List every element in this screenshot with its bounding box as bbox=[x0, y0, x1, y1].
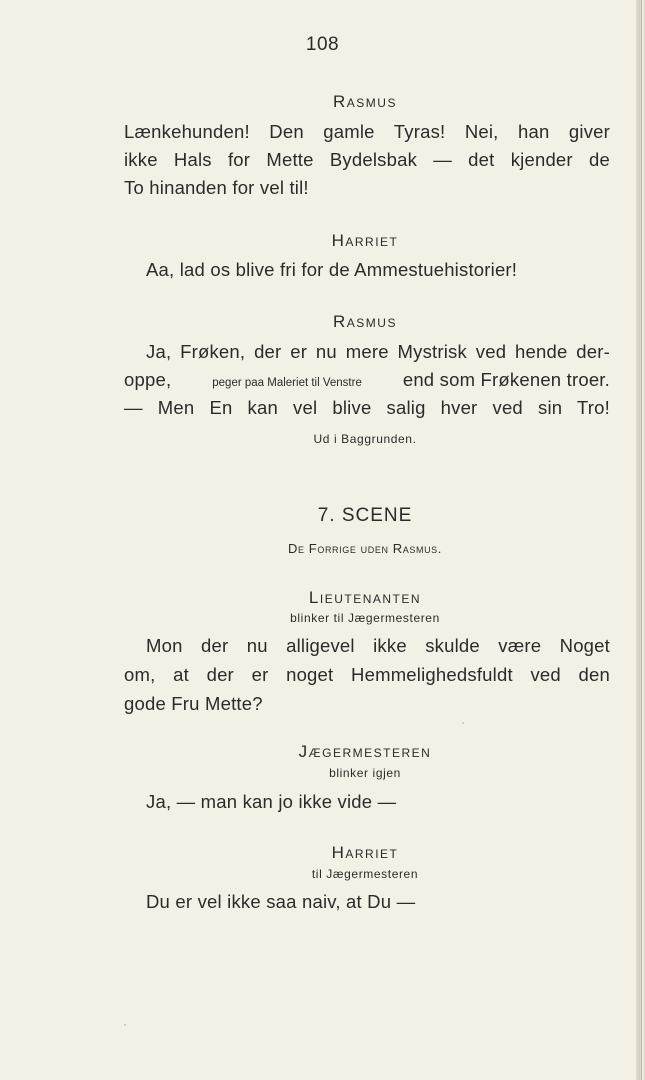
scene-title: 7. SCENE bbox=[317, 505, 413, 526]
speaker-harriet: Harriet bbox=[331, 231, 399, 250]
speaker-jaegermesteren: Jægermesteren bbox=[298, 742, 432, 761]
text-line: To hinanden for vel til! bbox=[124, 177, 309, 198]
text-line: — Men En kan vel blive salig hver ved sin Tro! bbox=[124, 397, 610, 418]
text-line: Ja, Frøken, der er nu mere Mystrisk ved hende der- bbox=[146, 341, 610, 362]
text-fragment: end som Frøkenen troer. bbox=[402, 369, 610, 390]
stage-direction: Ud i Baggrunden. bbox=[313, 432, 417, 446]
text-line: ikke Hals for Mette Bydelsbak — det kjender de bbox=[124, 149, 610, 170]
stage-direction: til Jægermesteren bbox=[311, 867, 419, 881]
speaker-lieutenanten: Lieutenanten bbox=[308, 588, 422, 607]
scene-stage-direction: De Forrige uden Rasmus. bbox=[288, 541, 442, 556]
text-line: Du er vel ikke saa naiv, at Du — bbox=[146, 891, 416, 912]
page-number: 108 bbox=[305, 34, 340, 55]
page-edge-line bbox=[641, 0, 642, 1080]
text-line: gode Fru Mette? bbox=[124, 693, 263, 714]
stage-direction: blinker igjen bbox=[329, 766, 401, 780]
speaker-rasmus: Rasmus bbox=[333, 92, 397, 111]
text-line-mixed bbox=[124, 366, 610, 397]
text-line: Lænkehunden! Den gamle Tyras! Nei, han giver bbox=[124, 121, 610, 142]
text-line: Aa, lad os blive fri for de Ammestuehistorier! bbox=[146, 259, 518, 280]
text-fragment: oppe, bbox=[124, 369, 172, 390]
speaker-rasmus: Rasmus bbox=[333, 312, 397, 331]
stage-direction: blinker til Jægermesteren bbox=[290, 611, 440, 625]
text-line: Mon der nu alligevel ikke skulde være Noget bbox=[146, 635, 610, 656]
paper-speck bbox=[124, 1024, 126, 1026]
speaker-harriet: Harriet bbox=[331, 843, 399, 862]
paper-speck bbox=[462, 722, 464, 724]
text-line: om, at der er noget Hemmelighedsfuldt ved den bbox=[124, 664, 610, 685]
text-line: Ja, — man kan jo ikke vide — bbox=[146, 791, 397, 812]
stage-direction-inline: peger paa Maleriet til Venstre bbox=[212, 377, 362, 389]
